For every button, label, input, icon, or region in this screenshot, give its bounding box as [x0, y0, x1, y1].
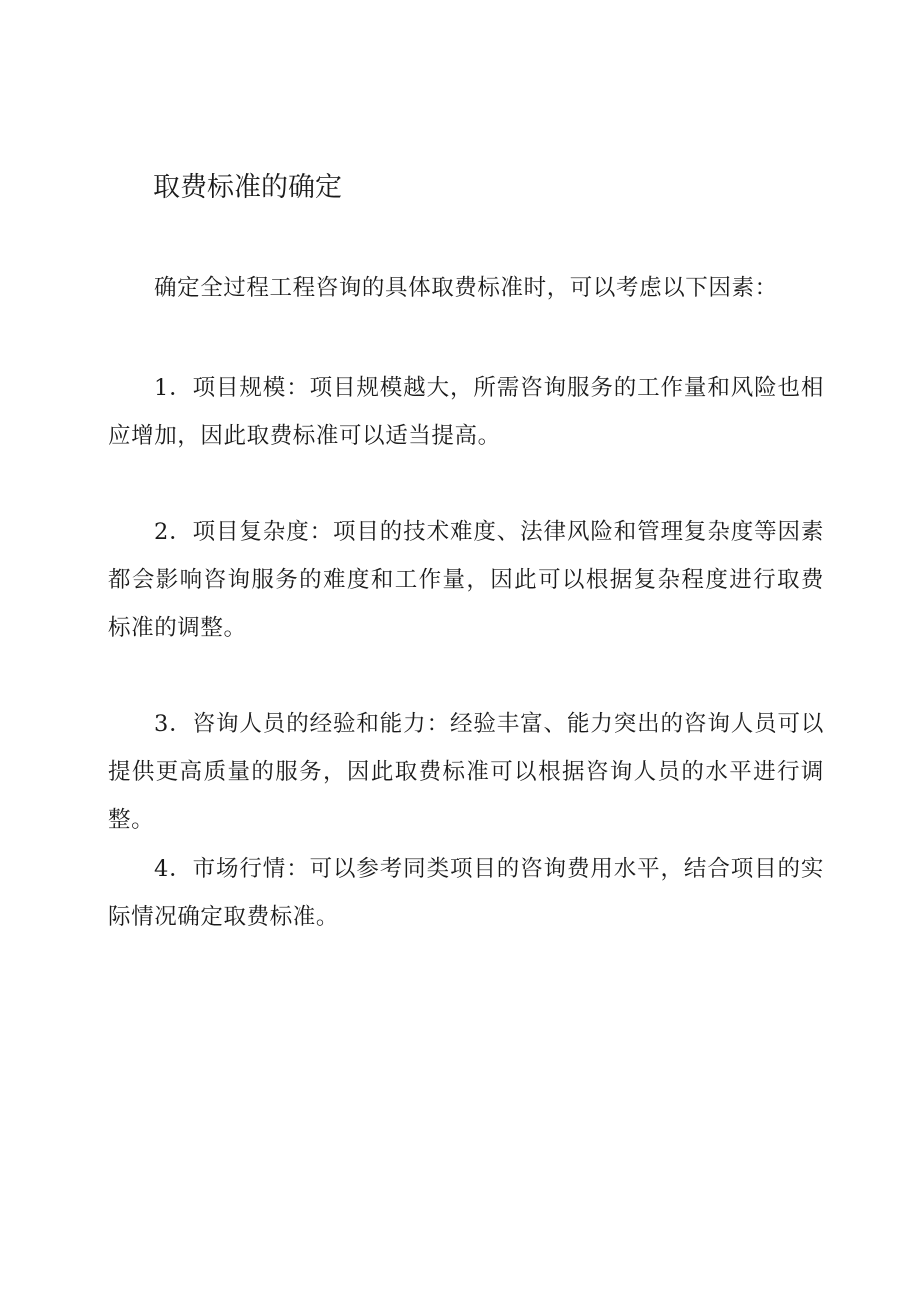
- factor-item-market-conditions: 4．市场行情：可以参考同类项目的咨询费用水平，结合项目的实际情况确定取费标准。: [108, 856, 824, 930]
- intro-paragraph: 确定全过程工程咨询的具体取费标准时，可以考虑以下因素：: [154, 275, 778, 301]
- factor-item-consultant-experience: 3．咨询人员的经验和能力：经验丰富、能力突出的咨询人员可以提供更高质量的服务，因此取费标准可以根据咨询人员的水平进行调整。: [108, 711, 824, 833]
- factor-item-project-scale: 1．项目规模：项目规模越大，所需咨询服务的工作量和风险也相应增加，因此取费标准可以适当提高。: [108, 375, 824, 449]
- section-heading: 取费标准的确定: [153, 172, 342, 203]
- factor-item-project-complexity: 2．项目复杂度：项目的技术难度、法律风险和管理复杂度等因素都会影响咨询服务的难度和工作量，因此可以根据复杂程度进行取费标准的调整。: [108, 519, 824, 641]
